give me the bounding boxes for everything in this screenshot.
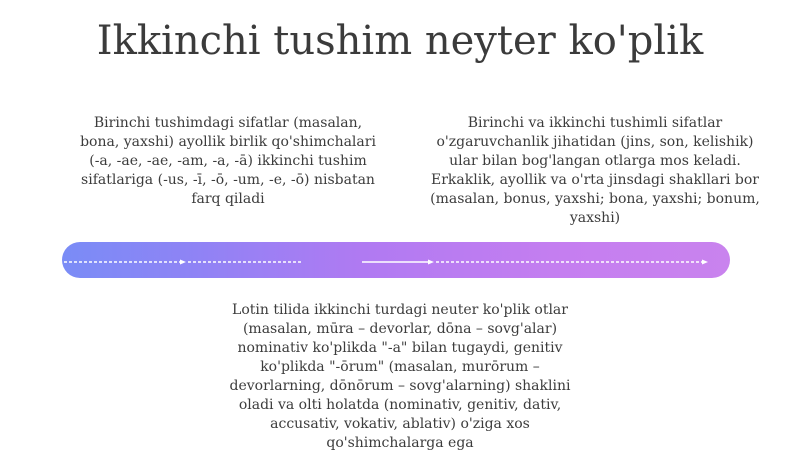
text-block-left: Birinchi tushimdagi sifatlar (masalan, bona, yaxshi) ayollik birlik qo'shimchalari (-a, -ae, -ae, -am, -a, -ā) ikkinchi tushim sifatlariga (-us, -ī, -ō, -um, -e, -ō) nisbatan farq qiladi	[80, 115, 376, 207]
arrowhead-icon	[428, 260, 434, 265]
text-block-right: Birinchi va ikkinchi tushimli sifatlar o'zgaruvchanlik jihatidan (jins, son, kelishik) ular bilan bog'langan otlarga mos keladi. Erkaklik, ayollik va o'rta jinsdagi shakllari bor (masalan, bonus, yaxshi; bona, yaxshi; bonum, yaxshi)	[430, 115, 760, 226]
timeline-arrow-line	[62, 259, 712, 262]
arrowhead-icon	[180, 260, 186, 265]
text-block-bottom: Lotin tilida ikkinchi turdagi neuter ko'plik otlar (masalan, mūra – devorlar, dōna – sovg'alar) nominativ ko'plikda "-a" bilan tugaydi, genitiv ko'plikda "-ōrum" (masalan, murōrum – devorlarning, dōnōrum – sovg'alarning) shaklini oladi va olti holatda (nominativ, genitiv, dativ, accusativ, vokativ, ablativ) o'ziga xos qo'shimchalarga ega	[229, 302, 571, 451]
arrow-line-icon	[62, 259, 712, 265]
arrowhead-icon	[702, 260, 708, 265]
page-title: Ikkinchi tushim neyter ko'plik	[96, 18, 704, 64]
